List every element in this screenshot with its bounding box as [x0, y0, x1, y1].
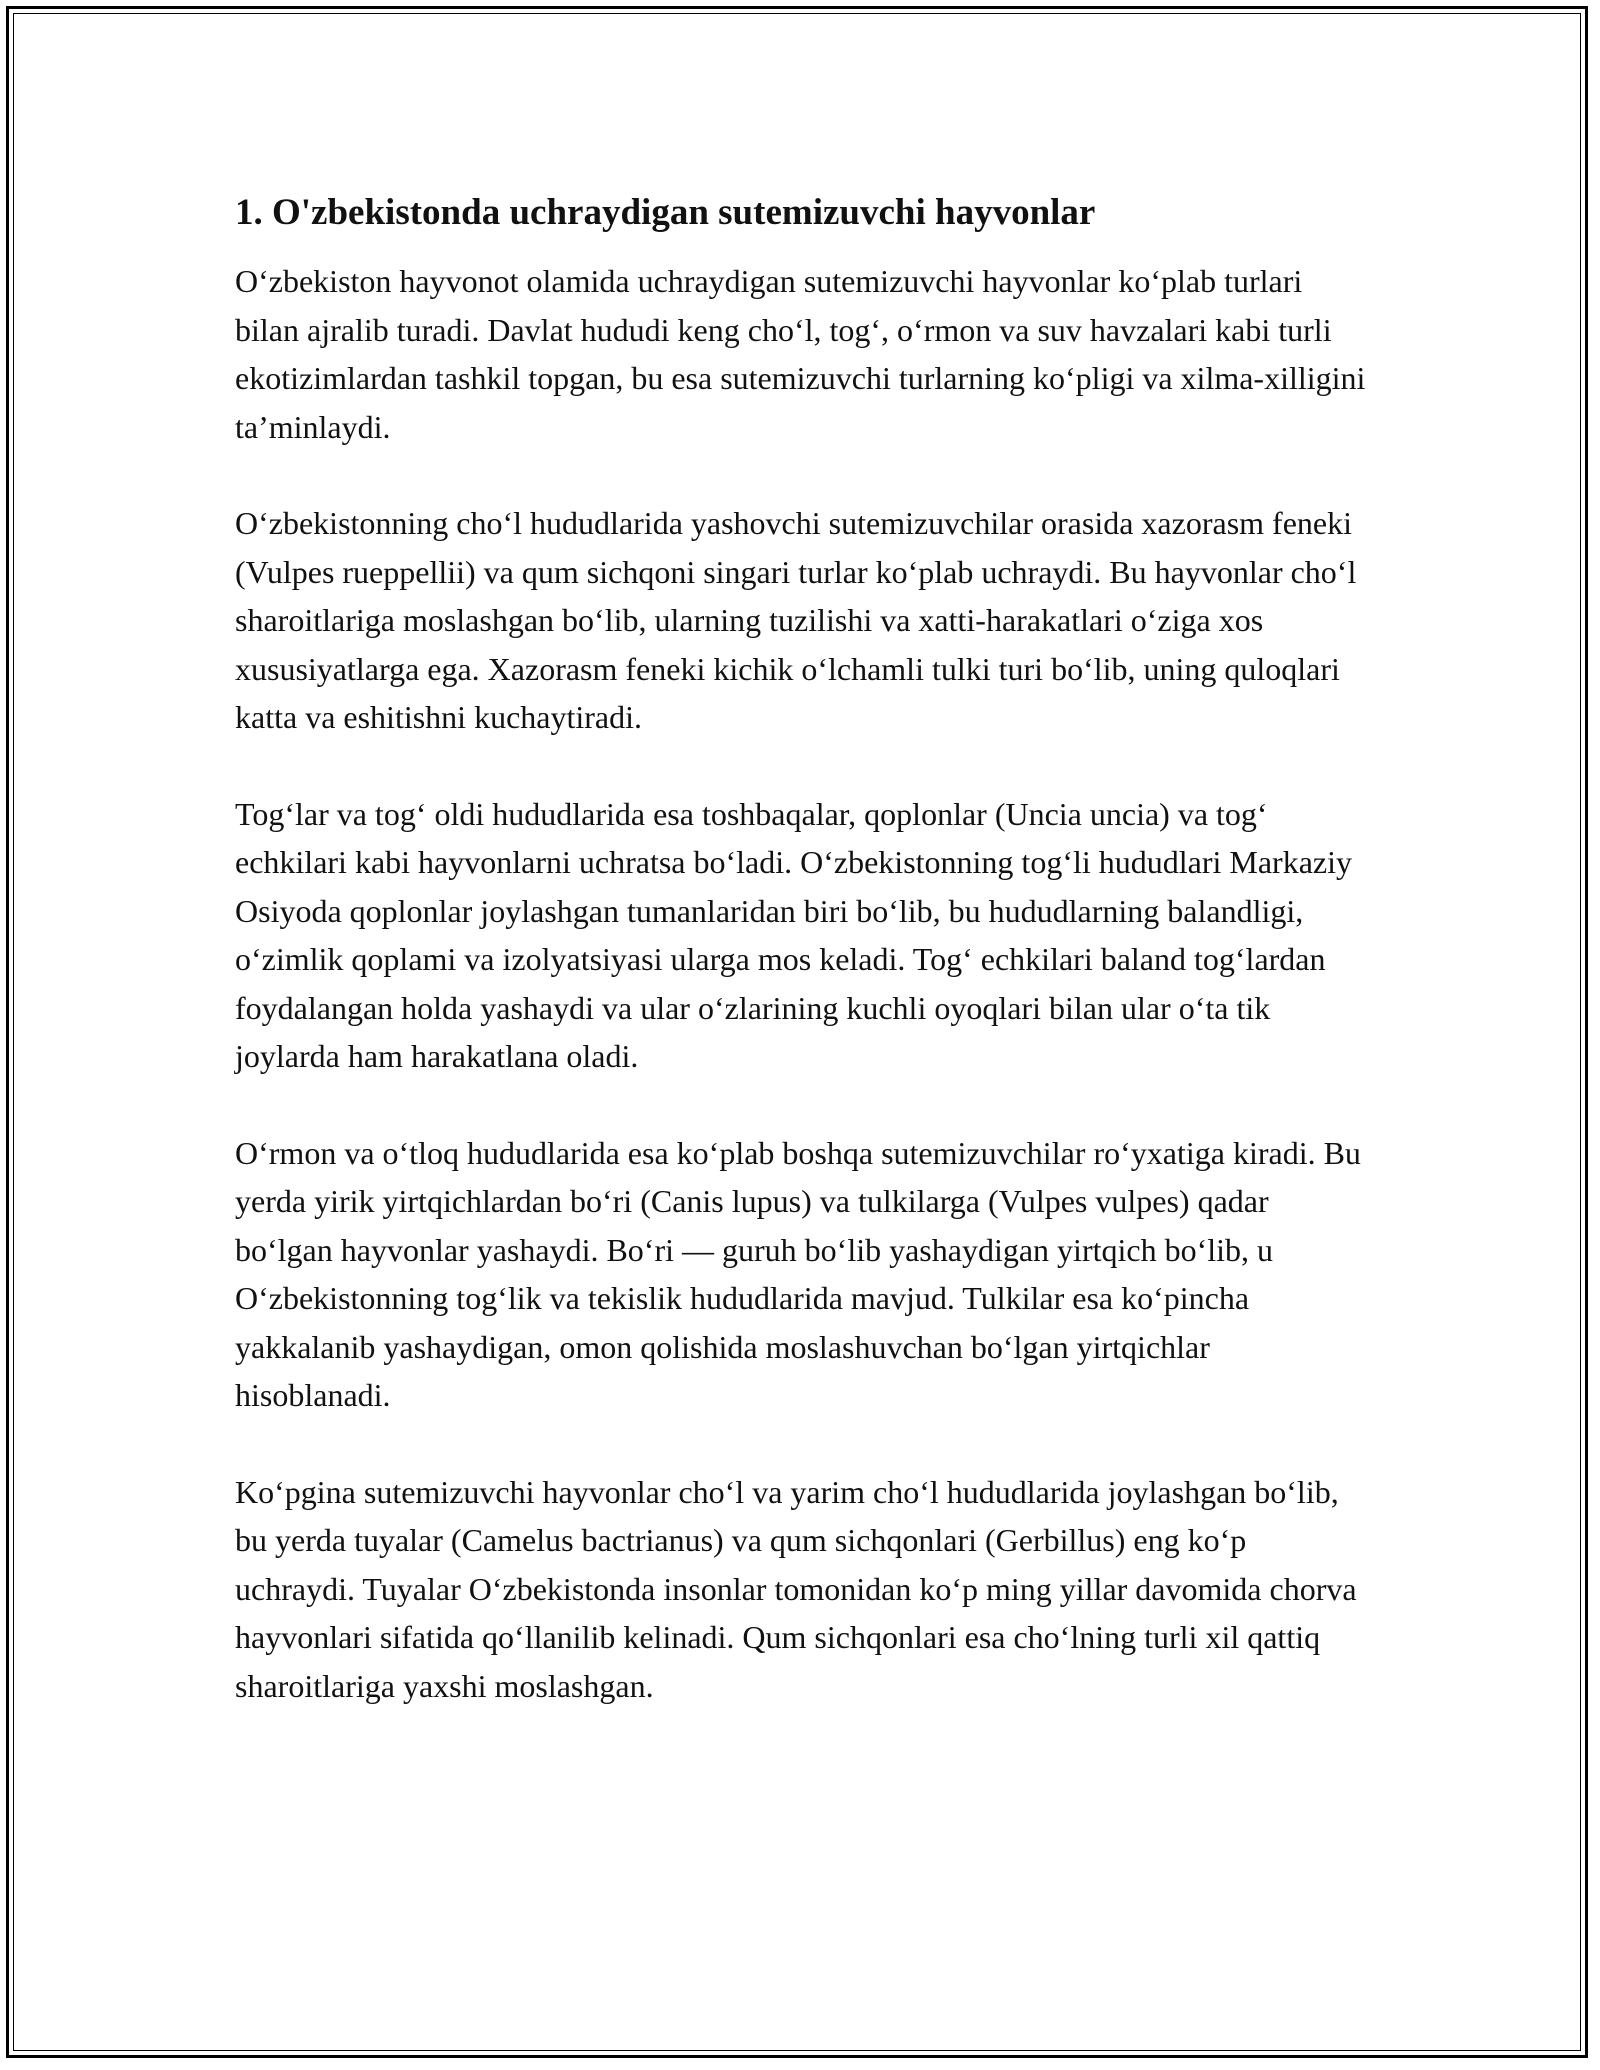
paragraph-mountain-mammals: Tog‘lar va tog‘ oldi hududlarida esa toshbaqalar, qoplonlar (Uncia uncia) va tog‘ echkilari kabi hayvonlarni uchratsa bo‘ladi. O‘zbekistonning tog‘li hududlari Markaziy Osiyoda qoplonlar joylashgan tumanlaridan biri bo‘lib, bu hududlarning balandligi, o‘zimlik qoplami va izolyatsiyasi ularga mos keladi. Tog‘ echkilari baland tog‘lardan foydalangan holda yashaydi va ular o‘zlarining kuchli oyoqlari bilan ular o‘ta tik joylarda ham harakatlana oladi. — [235, 795, 1352, 1074]
paragraph-intro: O‘zbekiston hayvonot olamida uchraydigan sutemizuvchi hayvonlar ko‘plab turlari bilan ajralib turadi. Davlat hududi keng cho‘l, tog‘, o‘rmon va suv havzalari kabi turli ekotizimlardan tashkil topgan, bu esa sutemizuvchi turlarning ko‘pligi va xilma-xilligini ta’minlaydi. — [235, 263, 1366, 445]
document-body — [235, 185, 1370, 1758]
paragraph-semidesert-mammals: Ko‘pgina sutemizuvchi hayvonlar cho‘l va yarim cho‘l hududlarida joylashgan bo‘lib, bu yerda tuyalar (Camelus bactrianus) va qum sichqonlari (Gerbillus) eng ko‘p uchraydi. Tuyalar O‘zbekistonda insonlar tomonidan ko‘p ming yillar davomida chorva hayvonlari sifatida qo‘llanilib kelinadi. Qum sichqonlari esa cho‘lning turli xil qattiq sharoitlariga yaxshi moslashgan. — [235, 1473, 1357, 1704]
paragraph-forest-mammals: O‘rmon va o‘tloq hududlarida esa ko‘plab boshqa sutemizuvchilar ro‘yxatiga kiradi. Bu yerda yirik yirtqichlardan bo‘ri (Canis lupus) va tulkilarga (Vulpes vulpes) qadar bo‘lgan hayvonlar yashaydi. Bo‘ri — guruh bo‘lib yashaydigan yirtqich bo‘lib, u O‘zbekistonning tog‘lik va tekislik hududlarida mavjud. Tulkilar esa ko‘pincha yakkalanib yashaydigan, omon qolishida moslashuvchan bo‘lgan yirtqichlar hisoblanadi. — [235, 1134, 1361, 1413]
paragraph-desert-mammals: O‘zbekistonning cho‘l hududlarida yashovchi sutemizuvchilar orasida xazorasm feneki (Vulpes rueppellii) va qum sichqoni singari turlar ko‘plab uchraydi. Bu hayvonlar cho‘l sharoitlariga moslashgan bo‘lib, ularning tuzilishi va xatti-harakatlari o‘ziga xos xususiyatlarga ega. Xazorasm feneki kichik o‘lchamli tulki turi bo‘lib, uning quloqlari katta va eshitishni kuchaytiradi. — [235, 505, 1357, 735]
document-title: 1. O'zbekistonda uchraydigan sutemizuvchi hayvonlar — [235, 192, 1096, 233]
